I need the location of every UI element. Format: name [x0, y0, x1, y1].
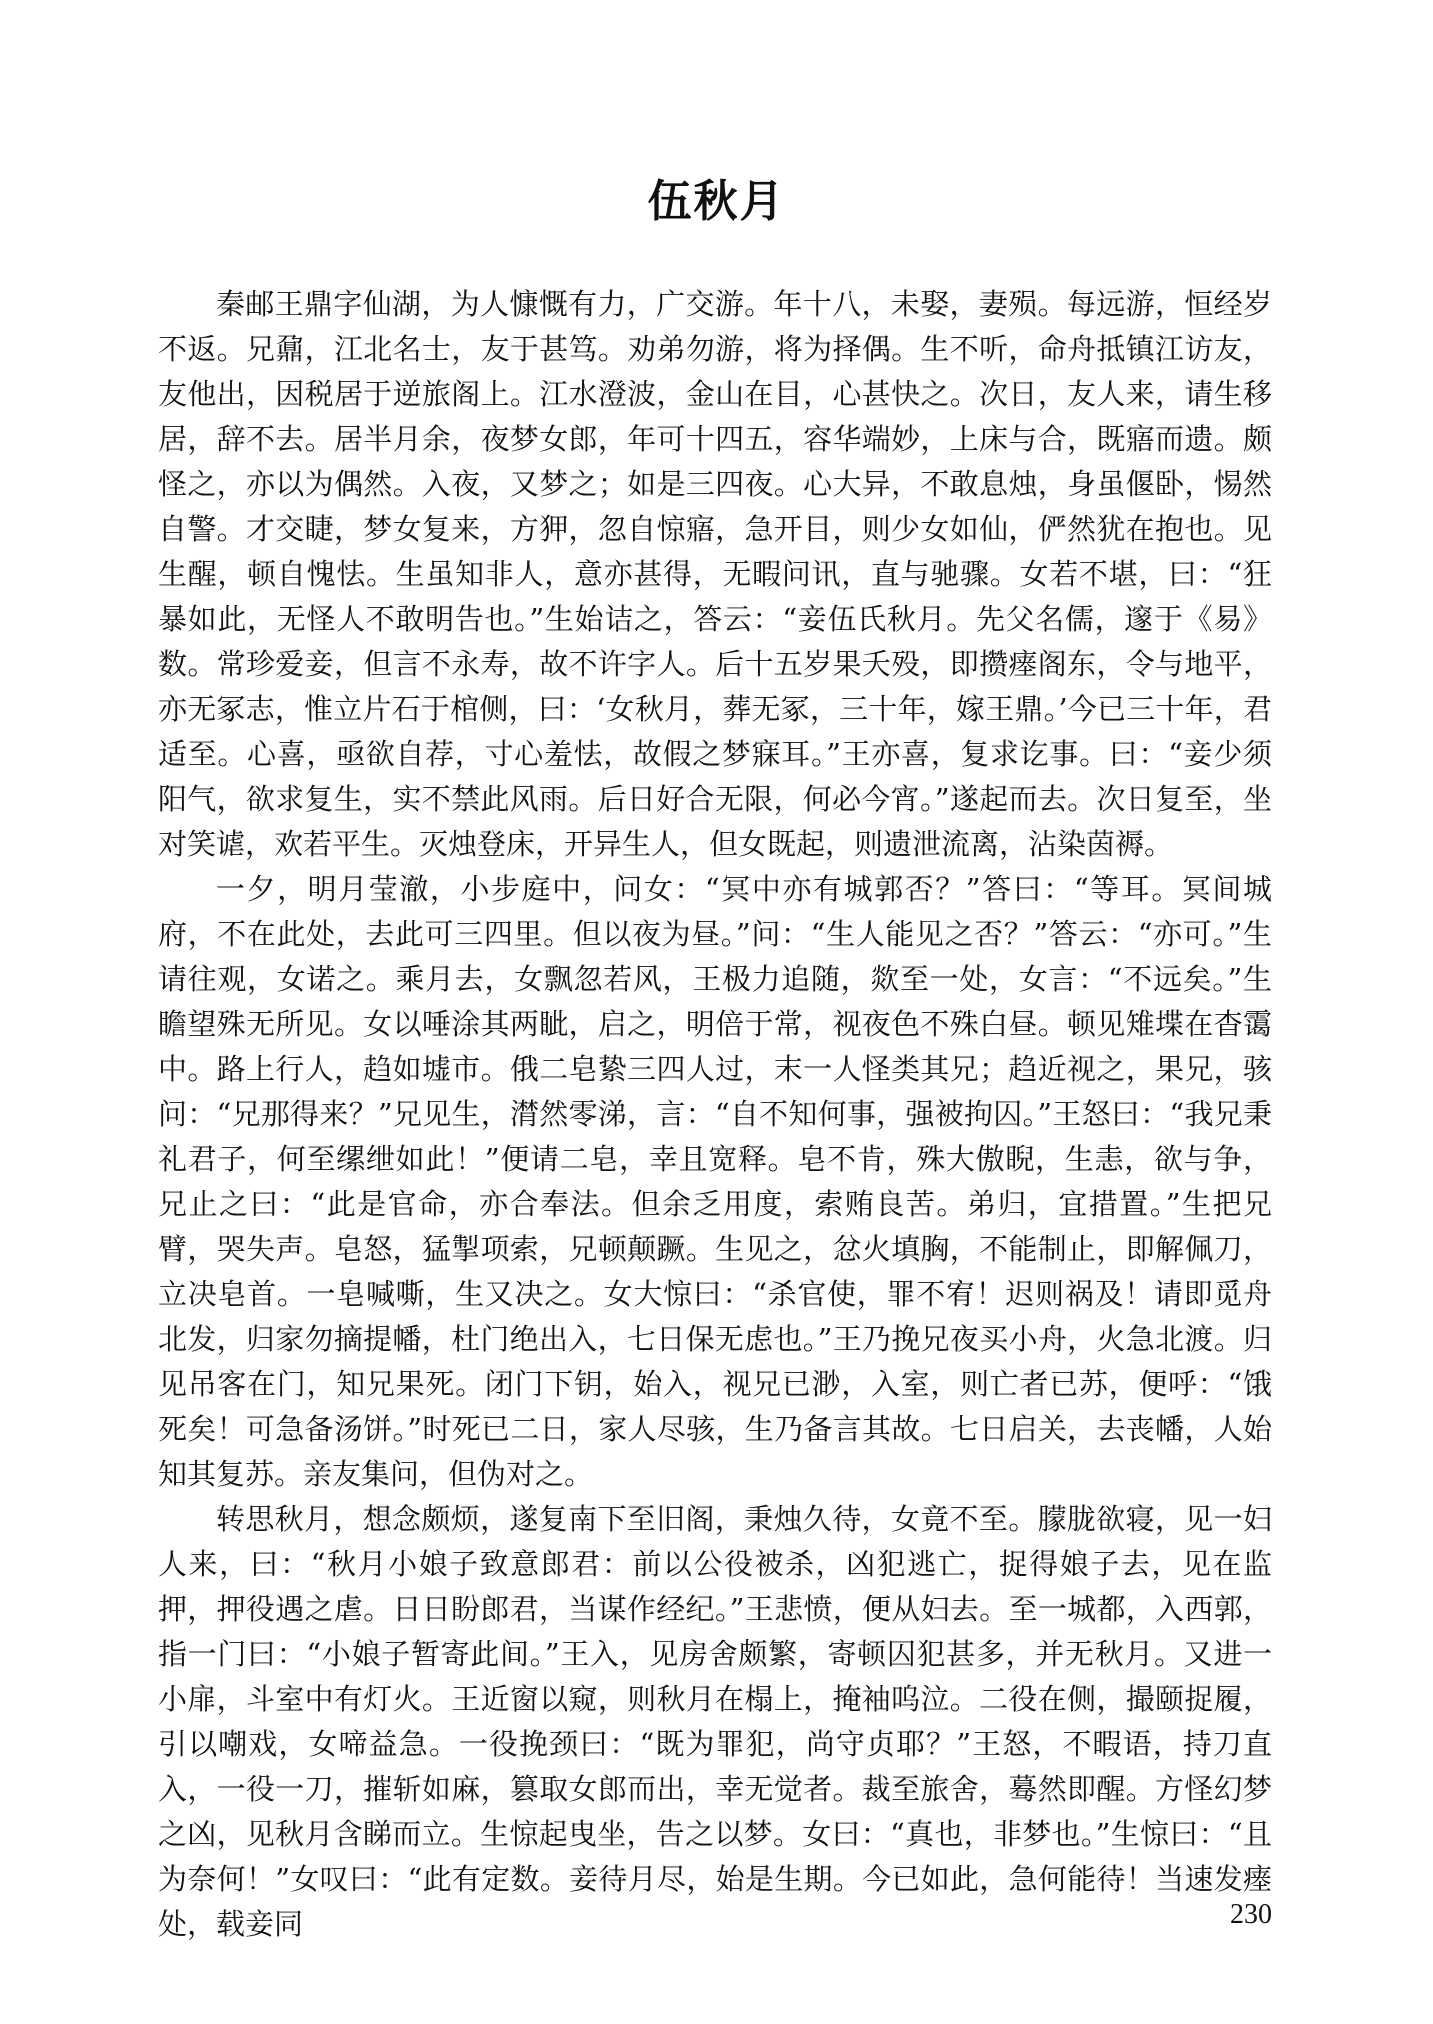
paragraph: 一夕，明月莹澈，小步庭中，问女：“冥中亦有城郭否？”答曰：“等耳。冥间城府，不在此处，去此可三四里。但以夜为昼。”问：“生人能见之否？”答云：“亦可。”生请往观，女诺之。乘月去，女飘忽若风，王极力追随，欻至一处，女言：“不远矣。”生瞻望殊无所见。女以唾涂其两眦，启之，明倍于常，视夜色不殊白昼。顿见雉堞在杳霭中。路上行人，趋如墟市。俄二皂絷三四人过，末一人怪类其兄；趋近视之，果兄，骇问：“兄那得来？”兄见生，潸然零涕，言：“自不知何事，强被拘囚。”王怒曰：“我兄秉礼君子，何至缧绁如此！”便请二皂，幸且宽释。皂不肯，殊大傲睨，生恚，欲与争，兄止之曰：“此是官命，亦合奉法。但余乏用度，索贿良苦。弟归，宜措置。”生把兄臂，哭失声。皂怒，猛掣项索，兄顿颠蹶。生见之，忿火填胸，不能制止，即解佩刀，立决皂首。一皂喊嘶，生又决之。女大惊曰：“杀官使，罪不宥！迟则祸及！请即觅舟北发，归家勿摘提幡，杜门绝出入，七日保无虑也。”王乃挽兄夜买小舟，火急北渡。归见吊客在门，知兄果死。闭门下钥，始入，视兄已渺，入室，则亡者已苏，便呼：“饿死矣！可急备汤饼。”时死已二日，家人尽骇，生乃备言其故。七日启关，去丧幡，人始知其复苏。亲友集问，但伪对之。 — [158, 872, 1272, 1491]
chapter-body — [158, 282, 1272, 1947]
chapter-title: 伍秋月 — [647, 176, 786, 227]
page-number: 230 — [1230, 1899, 1272, 1930]
paragraph: 秦邮王鼎字仙湖，为人慷慨有力，广交游。年十八，未娶，妻殒。每远游，恒经岁不返。兄鼐，江北名士，友于甚笃。劝弟勿游，将为择偶。生不听，命舟抵镇江访友，友他出，因税居于逆旅阁上。江水澄波，金山在目，心甚快之。次日，友人来，请生移居，辞不去。居半月余，夜梦女郎，年可十四五，容华端妙，上床与合，既寤而遗。颇怪之，亦以为偶然。入夜，又梦之；如是三四夜。心大异，不敢息烛，身虽偃卧，惕然自警。才交睫，梦女复来，方狎，忽自惊寤，急开目，则少女如仙，俨然犹在抱也。见生醒，顿自愧怯。生虽知非人，意亦甚得，无暇问讯，直与驰骤。女若不堪，曰：“狂暴如此，无怪人不敢明告也。”生始诘之，答云：“妾伍氏秋月。先父名儒，邃于《易》数。常珍爱妾，但言不永寿，故不许字人。后十五岁果夭殁，即攒瘗阁东，令与地平，亦无冢志，惟立片石于棺侧，曰：‘女秋月，葬无冢，三十年，嫁王鼎。’今已三十年，君适至。心喜，亟欲自荐，寸心羞怯，故假之梦寐耳。”王亦喜，复求讫事。曰：“妾少须阳气，欲求复生，实不禁此风雨。后日好合无限，何必今宵。”遂起而去。次日复至，坐对笑谑，欢若平生。灭烛登床，开异生人，但女既起，则遗泄流离，沾染茵褥。 — [158, 287, 1272, 861]
paragraph: 转思秋月，想念颇烦，遂复南下至旧阁，秉烛久待，女竟不至。朦胧欲寝，见一妇人来，曰：“秋月小娘子致意郎君：前以公役被杀，凶犯逃亡，捉得娘子去，见在监押，押役遇之虐。日日盼郎君，当谋作经纪。”王悲愤，便从妇去。至一城都，入西郭，指一门曰：“小娘子暂寄此间。”王入，见房舍颇繁，寄顿囚犯甚多，并无秋月。又进一小扉，斗室中有灯火。王近窗以窥，则秋月在榻上，掩袖呜泣。二役在侧，撮颐捉履，引以嘲戏，女啼益急。一役挽颈曰：“既为罪犯，尚守贞耶？”王怒，不暇语，持刀直入，一役一刀，摧斩如麻，篡取女郎而出，幸无觉者。裁至旅舍，蓦然即醒。方怪幻梦之凶，见秋月含睇而立。生惊起曳坐，告之以梦。女曰：“真也，非梦也。”生惊曰：“且为奈何！”女叹曰：“此有定数。妾待月尽，始是生期。今已如此，急何能待！当速发瘗处，载妾同 — [158, 1502, 1272, 1941]
